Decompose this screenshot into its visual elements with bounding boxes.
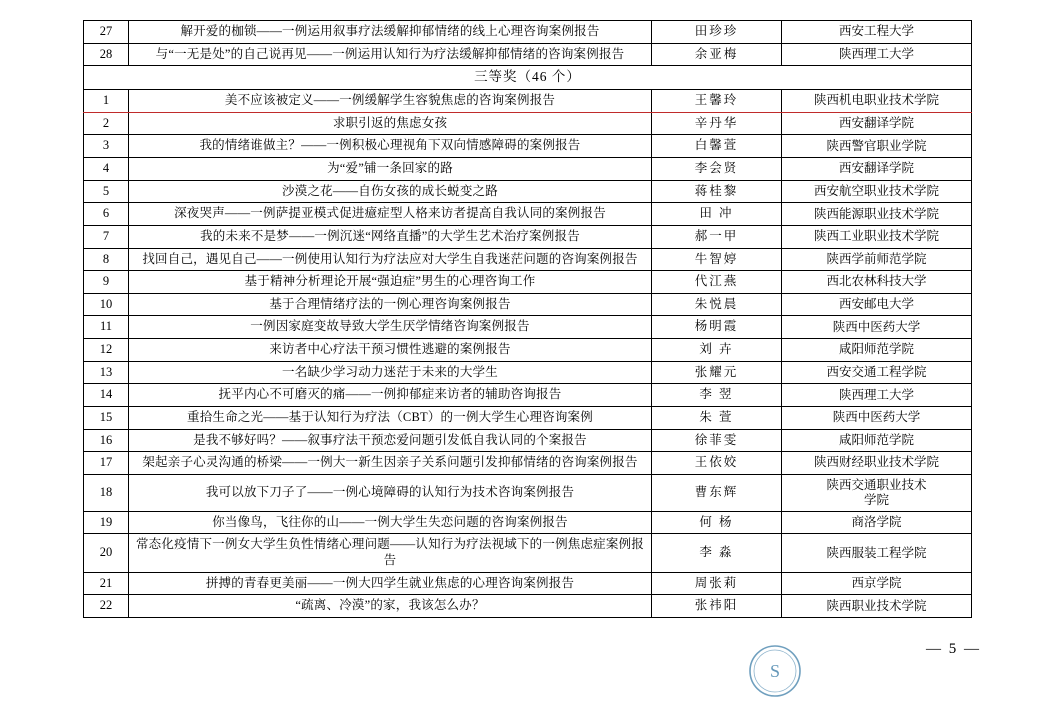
row-author: 白馨萱 [652,135,782,158]
row-title: 基于合理情绪疗法的一例心理咨询案例报告 [129,293,652,316]
row-number: 6 [84,203,129,226]
school-line: 陕西理工大学 [838,46,914,61]
school-line: 陕西工业职业技术学院 [813,229,939,244]
row-author: 朱悦晨 [652,293,782,316]
table-row [84,135,972,158]
table-row [84,180,972,203]
row-title: 重拾生命之光——基于认知行为疗法（CBT）的一例大学生心理咨询案例 [129,406,652,429]
row-author: 徐菲雯 [652,429,782,452]
row-author: 余亚梅 [652,43,782,66]
row-title: 找回自己，遇见自己——一例使用认知行为疗法应对大学生自我迷茫问题的咨询案例报告 [129,248,652,271]
table-row [84,316,972,339]
svg-text:S: S [769,661,781,681]
row-title: 拼搏的青春更美丽——一例大四学生就业焦虑的心理咨询案例报告 [129,572,652,595]
row-number: 14 [84,384,129,407]
table-row [84,293,972,316]
row-author: 郝一甲 [652,225,782,248]
round-seal-icon [748,644,802,698]
school-line: 陕西能源职业技术学院 [813,206,939,221]
row-number: 16 [84,429,129,452]
row-author: 张耀元 [652,361,782,384]
table-row [84,43,972,66]
row-title: 深夜哭声——一例萨提亚模式促进癔症型人格来访者提高自我认同的案例报告 [129,203,652,226]
row-school [782,474,972,511]
row-school [782,572,972,595]
table-row [84,474,972,511]
row-school [782,248,972,271]
table-body [84,21,972,618]
school-line: 西安翻译学院 [838,116,914,131]
section-header-row [84,66,972,90]
row-school [782,452,972,475]
school-line: 陕西服装工程学院 [826,545,927,560]
table-row [84,429,972,452]
row-author: 田 冲 [652,203,782,226]
row-author: 杨明霞 [652,316,782,339]
row-school [782,271,972,294]
school-line: 西安工程大学 [838,24,914,39]
row-number: 7 [84,225,129,248]
row-school [782,429,972,452]
row-school [782,406,972,429]
school-line: 西安翻译学院 [838,161,914,176]
row-school [782,225,972,248]
row-title: 解开爱的枷锁——一例运用叙事疗法缓解抑郁情绪的线上心理咨询案例报告 [129,21,652,44]
row-author: 李 翌 [652,384,782,407]
row-author: 刘 卉 [652,339,782,362]
row-number: 9 [84,271,129,294]
row-school [782,135,972,158]
row-school [782,21,972,44]
table-row [84,361,972,384]
row-title: 是我不够好吗？——叙事疗法干预恋爱问题引发低自我认同的个案报告 [129,429,652,452]
row-number: 8 [84,248,129,271]
row-number: 21 [84,572,129,595]
row-title: 我的未来不是梦——一例沉迷“网络直播”的大学生艺术治疗案例报告 [129,225,652,248]
award-list-table [83,20,972,618]
school-line: 西京学院 [851,575,902,590]
row-number: 4 [84,158,129,181]
row-title: 我的情绪谁做主？——一例积极心理视角下双向情感障碍的案例报告 [129,135,652,158]
row-school [782,534,972,572]
row-title: 基于精神分析理论开展“强迫症”男生的心理咨询工作 [129,271,652,294]
row-number: 17 [84,452,129,475]
table-row [84,595,972,618]
row-title: 求职引返的焦虑女孩 [129,112,652,135]
table-row [84,271,972,294]
row-number: 2 [84,112,129,135]
row-author: 曹东辉 [652,474,782,511]
row-author: 蒋桂黎 [652,180,782,203]
row-author: 李会贤 [652,158,782,181]
row-title: 沙漠之花——自伤女孩的成长蜕变之路 [129,180,652,203]
row-school [782,90,972,113]
school-line: 陕西职业技术学院 [826,598,927,613]
row-author: 李 淼 [652,534,782,572]
school-line: 陕西中医药大学 [832,319,921,334]
row-title: 美不应该被定义——一例缓解学生容貌焦虑的咨询案例报告 [129,90,652,113]
school-line: 陕西中医药大学 [832,410,921,425]
row-title: 抚平内心不可磨灭的痛——一例抑郁症来访者的辅助咨询报告 [129,384,652,407]
row-school [782,361,972,384]
table-row [84,452,972,475]
school-line: 学院 [863,492,889,507]
table-row [84,112,972,135]
row-school [782,180,972,203]
school-line: 西北农林科技大学 [826,274,927,289]
table-row [84,21,972,44]
school-line: 陕西学前师范学院 [826,251,927,266]
row-number: 28 [84,43,129,66]
row-author: 田珍珍 [652,21,782,44]
row-number: 11 [84,316,129,339]
school-line: 咸阳师范学院 [838,342,914,357]
row-author: 王馨玲 [652,90,782,113]
row-school [782,384,972,407]
table-row [84,384,972,407]
table-row [84,406,972,429]
row-title: 一名缺少学习动力迷茫于未来的大学生 [129,361,652,384]
row-author: 朱 萱 [652,406,782,429]
table-row [84,248,972,271]
school-line: 陕西机电职业技术学院 [813,93,939,108]
row-number: 13 [84,361,129,384]
row-author: 辛丹华 [652,112,782,135]
row-number: 15 [84,406,129,429]
row-author: 张祎阳 [652,595,782,618]
row-author: 王依姣 [652,452,782,475]
school-line: 西安交通工程学院 [826,364,927,379]
row-school [782,293,972,316]
row-author: 周张莉 [652,572,782,595]
row-number: 5 [84,180,129,203]
school-line: 西安航空职业技术学院 [813,183,939,198]
row-school [782,43,972,66]
row-school [782,316,972,339]
row-number: 20 [84,534,129,572]
row-title: 架起亲子心灵沟通的桥梁——一例大一新生因亲子关系问题引发抑郁情绪的咨询案例报告 [129,452,652,475]
row-title: 为“爱”铺一条回家的路 [129,158,652,181]
school-line: 陕西交通职业技术 [826,477,927,492]
row-school [782,112,972,135]
row-number: 22 [84,595,129,618]
school-line: 商洛学院 [851,515,902,530]
table-row [84,572,972,595]
row-number: 19 [84,511,129,534]
row-title: 与“一无是处”的自己说再见——一例运用认知行为疗法缓解抑郁情绪的咨询案例报告 [129,43,652,66]
table-row [84,339,972,362]
row-number: 1 [84,90,129,113]
table-row [84,511,972,534]
row-school [782,511,972,534]
table-row [84,534,972,572]
row-number: 3 [84,135,129,158]
school-line: 陕西警官职业学院 [826,138,927,153]
row-school [782,158,972,181]
school-line: 咸阳师范学院 [838,432,914,447]
row-author: 牛智婷 [652,248,782,271]
table-row [84,90,972,113]
row-number: 18 [84,474,129,511]
row-author: 何 杨 [652,511,782,534]
row-title: 一例因家庭变故导致大学生厌学情绪咨询案例报告 [129,316,652,339]
row-title: 常态化疫情下一例女大学生负性情绪心理问题——认知行为疗法视域下的一例焦虑症案例报告 [129,534,652,572]
table-row [84,203,972,226]
row-author: 代江燕 [652,271,782,294]
row-school [782,595,972,618]
page-number: — 5 — [926,641,981,657]
row-title: 来访者中心疗法干预习惯性逃避的案例报告 [129,339,652,362]
row-number: 10 [84,293,129,316]
row-title: 我可以放下刀子了——一例心境障碍的认知行为技术咨询案例报告 [129,474,652,511]
row-number: 27 [84,21,129,44]
school-line: 陕西理工大学 [838,387,914,402]
row-school [782,203,972,226]
row-title: 你当像鸟，飞往你的山——一例大学生失恋问题的咨询案例报告 [129,511,652,534]
table-row [84,225,972,248]
section-title: 三等奖（46 个） [84,66,972,90]
school-line: 陕西财经职业技术学院 [813,455,939,470]
row-school [782,339,972,362]
row-number: 12 [84,339,129,362]
row-title: “疏离、冷漠”的家，我该怎么办？ [129,595,652,618]
school-line: 西安邮电大学 [838,297,914,312]
table-row [84,158,972,181]
